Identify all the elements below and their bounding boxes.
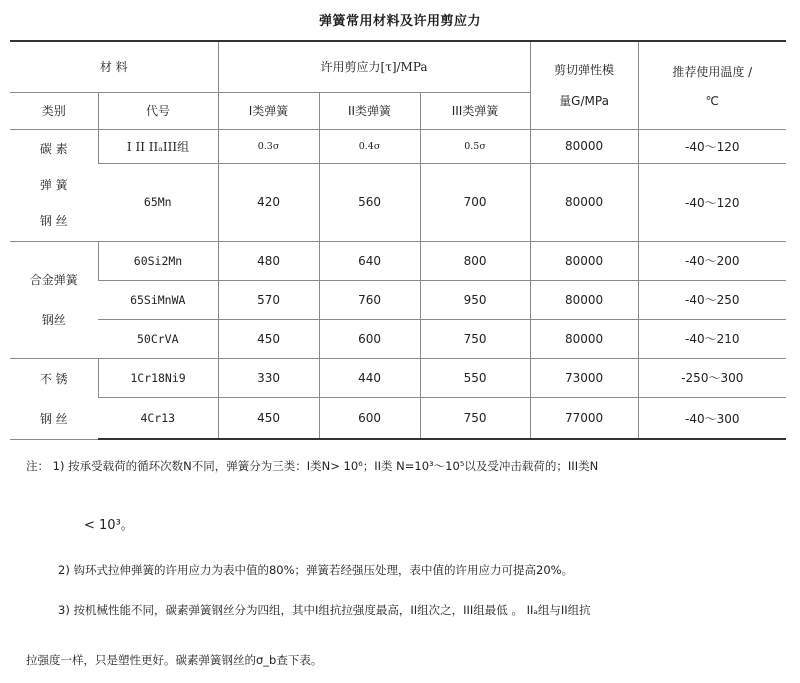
modulus-cell: 80000 [530,163,638,241]
table-row [10,163,786,241]
header-class-2: II类弹簧 [319,92,420,129]
modulus-cell: 80000 [530,241,638,280]
stress-cell: 330 [218,358,319,398]
category-line: 弹 簧 [39,178,68,192]
stress-cell: 550 [420,358,530,398]
code-cell: 60Si2Mn [98,241,218,280]
temp-cell: -250～300 [638,358,786,398]
header-temperature-line2: ℃ [705,93,720,108]
modulus-cell: 80000 [530,280,638,319]
stress-cell: 750 [420,398,530,439]
header-class-3: III类弹簧 [420,92,530,129]
stress-cell: 600 [319,398,420,439]
stress-cell: 760 [319,280,420,319]
page-title: 弹簧常用材料及许用剪应力 [318,14,481,29]
category-cell [10,241,98,358]
stress-cell: 950 [420,280,530,319]
stress-cell: 450 [218,398,319,439]
category-line: 碳 素 [39,142,68,156]
header-shear-modulus-line1: 剪切弹性模 [554,63,615,78]
temp-cell: -40～120 [638,163,786,241]
code-cell: I II IIₐIII组 [98,129,218,163]
note-3-continued: 拉强度一样，只是塑性更好。碳素弹簧钢丝的σ_b查下表。 [26,653,323,667]
table-row [10,319,786,358]
code-cell: 4Cr13 [98,398,218,439]
table-row [10,241,786,280]
table-row [10,398,786,439]
category-line: 合金弹簧 [29,272,78,287]
header-code: 代号 [98,92,218,129]
header-temperature [638,41,786,129]
stress-cell: 700 [420,163,530,241]
stress-cell: 600 [319,319,420,358]
modulus-cell: 80000 [530,129,638,163]
stress-cell: 0.5σ [420,129,530,163]
stress-cell: 750 [420,319,530,358]
note-3: 3) 按机械性能不同，碳素弹簧钢丝分为四组，其中I组抗拉强度最高，II组次之，III组最低 。 IIₐ组与II组抗 [58,603,591,617]
stress-cell: 450 [218,319,319,358]
header-shear-modulus-line2: 量G/MPa [559,94,609,109]
table-row [10,358,786,398]
stress-cell: 0.4σ [319,129,420,163]
stress-cell: 0.3σ [218,129,319,163]
note-1-continued: < 10³。 [84,518,134,533]
code-cell: 65Mn [98,163,218,241]
table-row [10,280,786,319]
note-2: 2) 钩环式拉伸弹簧的许用应力为表中值的80%；弹簧若经强压处理，表中值的许用应力可提高20%。 [58,563,574,577]
header-class-1: I类弹簧 [218,92,319,129]
stress-cell: 800 [420,241,530,280]
table-row [10,129,786,163]
category-cell [10,129,98,241]
stress-cell: 420 [218,163,319,241]
temp-cell: -40～200 [638,241,786,280]
code-cell: 65SiMnWA [98,280,218,319]
category-line: 钢 丝 [39,214,68,228]
modulus-cell: 77000 [530,398,638,439]
category-cell [10,358,98,439]
header-category: 类别 [10,92,98,129]
header-allowable-stress: 许用剪应力[τ]/MPa [218,41,530,92]
category-line: 钢丝 [41,312,66,327]
code-cell: 50CrVA [98,319,218,358]
temp-cell: -40～120 [638,129,786,163]
header-material: 材 料 [10,41,218,92]
code-cell: 1Cr18Ni9 [98,358,218,398]
modulus-cell: 80000 [530,319,638,358]
stress-cell: 570 [218,280,319,319]
category-line: 钢 丝 [39,411,68,426]
note-1: 注： 1) 按承受载荷的循环次数N不同，弹簧分为三类：I类N> 10⁶；II类 N=10³～10⁵以及受冲击载荷的；III类N [26,459,599,473]
material-table [10,40,786,440]
temp-cell: -40～300 [638,398,786,439]
category-line: 不 锈 [39,371,68,386]
stress-cell: 640 [319,241,420,280]
header-shear-modulus [530,41,638,129]
modulus-cell: 73000 [530,358,638,398]
stress-cell: 440 [319,358,420,398]
stress-cell: 560 [319,163,420,241]
header-row-1 [10,41,786,92]
temp-cell: -40～210 [638,319,786,358]
header-temperature-line1: 推荐使用温度 / [672,64,753,79]
stress-cell: 480 [218,241,319,280]
temp-cell: -40～250 [638,280,786,319]
